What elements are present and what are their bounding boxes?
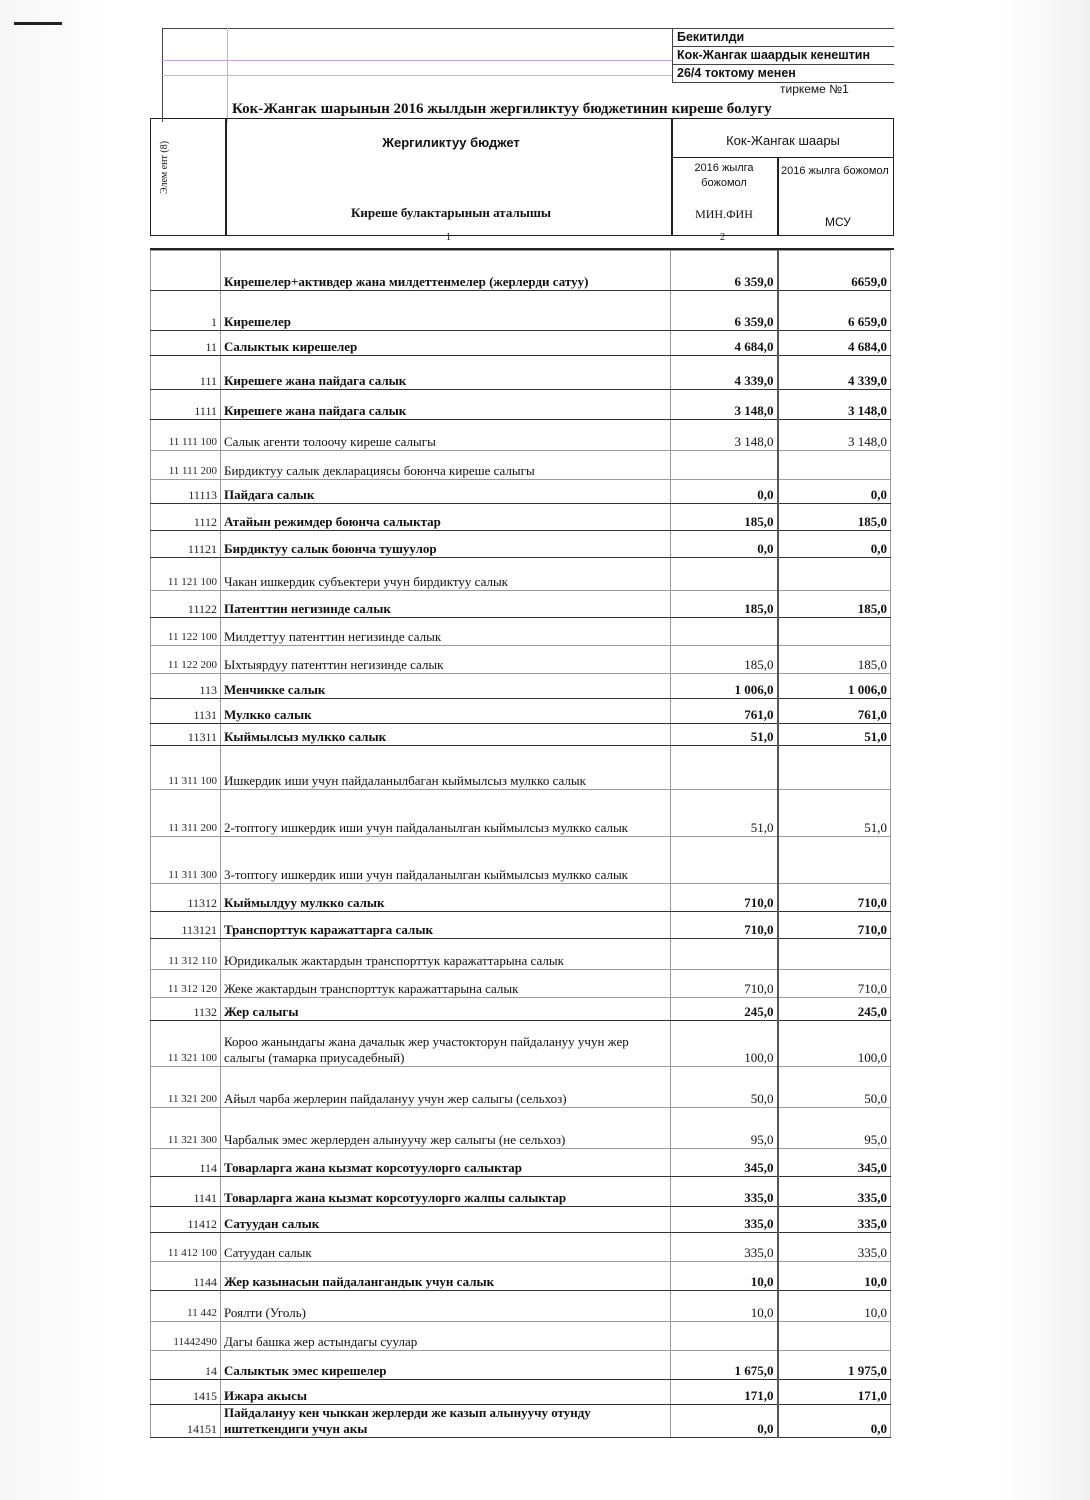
- table-row: [151, 531, 891, 558]
- table-row: [151, 558, 891, 591]
- row-name: Ижара акысы: [221, 1380, 671, 1405]
- table-row: [151, 912, 891, 939]
- row-value-msu: 100,0: [778, 1021, 891, 1067]
- row-code: 11412: [151, 1207, 221, 1233]
- row-value-msu: [778, 558, 891, 591]
- row-value-msu: 171,0: [778, 1380, 891, 1405]
- row-name: Юридикалык жактардын транспорттук каражаттарына салык: [221, 939, 671, 970]
- row-code: 1: [151, 291, 221, 331]
- row-value-msu: 4 339,0: [778, 356, 891, 390]
- row-name: Роялти (Уголь): [221, 1291, 671, 1322]
- column-number: 2: [720, 232, 725, 243]
- year-col2-header: 2016 жылга божомол: [781, 165, 889, 177]
- row-value-minfin: 100,0: [671, 1021, 778, 1067]
- row-value-msu: 710,0: [778, 912, 891, 939]
- element-column-label: Элем ент (8): [159, 140, 170, 194]
- row-code: 14151: [151, 1405, 221, 1438]
- row-value-minfin: 0,0: [671, 480, 778, 504]
- row-value-minfin: [671, 837, 778, 884]
- row-value-minfin: [671, 746, 778, 790]
- row-value-msu: 335,0: [778, 1233, 891, 1262]
- table-row: [151, 1021, 891, 1067]
- table-row: [151, 1177, 891, 1207]
- row-code: 11 311 100: [151, 746, 221, 790]
- table-row: [151, 1291, 891, 1322]
- row-value-minfin: 710,0: [671, 884, 778, 912]
- table-row: [151, 837, 891, 884]
- row-name: Товарларга жана кызмат корсотуулорго салыктар: [221, 1149, 671, 1177]
- row-code: 113: [151, 674, 221, 699]
- row-name: Ыхтыярдуу патенттин негизинде салык: [221, 646, 671, 674]
- row-value-minfin: 0,0: [671, 1405, 778, 1438]
- table-row: [151, 699, 891, 724]
- row-code: 11 122 100: [151, 618, 221, 646]
- row-code: 11 312 110: [151, 939, 221, 970]
- row-value-minfin: 245,0: [671, 998, 778, 1021]
- row-value-minfin: [671, 451, 778, 480]
- row-value-msu: 710,0: [778, 884, 891, 912]
- row-value-msu: 10,0: [778, 1291, 891, 1322]
- row-value-msu: [778, 746, 891, 790]
- table-header: [150, 118, 894, 236]
- table-row: [151, 356, 891, 390]
- row-value-minfin: 3 148,0: [671, 420, 778, 451]
- table-row: [151, 1405, 891, 1438]
- row-code: 11311: [151, 724, 221, 746]
- row-value-minfin: [671, 1322, 778, 1351]
- row-name: Сатуудан салык: [221, 1233, 671, 1262]
- table-row: [151, 504, 891, 531]
- table-row: [151, 746, 891, 790]
- row-value-minfin: 51,0: [671, 790, 778, 837]
- row-value-msu: 185,0: [778, 591, 891, 618]
- row-name: Кирешелер+активдер жана милдеттенмелер (жерлерди сатуу): [221, 251, 671, 291]
- row-name: Чакан ишкердик субъектери учун бирдиктуу салык: [221, 558, 671, 591]
- source1-header: МИН.ФИН: [695, 207, 753, 221]
- row-code: 1141: [151, 1177, 221, 1207]
- row-value-msu: 0,0: [778, 1405, 891, 1438]
- row-name: Патенттин негизинде салык: [221, 591, 671, 618]
- row-value-msu: [778, 618, 891, 646]
- row-code: 11 312 120: [151, 970, 221, 998]
- row-value-minfin: 6 359,0: [671, 291, 778, 331]
- year-col1-header: 2016 жылга божомол: [694, 162, 754, 189]
- row-value-msu: 345,0: [778, 1149, 891, 1177]
- row-value-msu: 185,0: [778, 504, 891, 531]
- row-code: 111: [151, 356, 221, 390]
- table-row: [151, 1067, 891, 1108]
- row-value-msu: 51,0: [778, 724, 891, 746]
- approval-block: [672, 29, 894, 83]
- table-row: [151, 1108, 891, 1149]
- row-value-msu: 0,0: [778, 480, 891, 504]
- row-code: 11121: [151, 531, 221, 558]
- row-code: 1144: [151, 1262, 221, 1291]
- row-value-msu: 185,0: [778, 646, 891, 674]
- frame-line: [162, 60, 672, 61]
- annex-label: тиркеме №1: [780, 82, 849, 96]
- region-header: Кок-Жангак шаары: [726, 133, 840, 148]
- table-row: [151, 1149, 891, 1177]
- row-code: 11 442: [151, 1291, 221, 1322]
- table-row: [151, 1207, 891, 1233]
- table-row: [151, 970, 891, 998]
- row-name: Бирдиктуу салык декларациясы боюнча киреше салыгы: [221, 451, 671, 480]
- column-number-row: [150, 232, 894, 250]
- row-value-minfin: 3 148,0: [671, 390, 778, 420]
- row-code: 14: [151, 1351, 221, 1380]
- row-name: Товарларга жана кызмат корсотуулорго жалпы салыктар: [221, 1177, 671, 1207]
- row-name: Кирешеге жана пайдага салык: [221, 356, 671, 390]
- row-value-msu: 3 148,0: [778, 420, 891, 451]
- row-value-msu: 6659,0: [778, 251, 891, 291]
- table-row: [151, 1262, 891, 1291]
- row-name: Кирешеге жана пайдага салык: [221, 390, 671, 420]
- table-row: [151, 998, 891, 1021]
- row-code: 11442490: [151, 1322, 221, 1351]
- row-name: Дагы башка жер астындагы суулар: [221, 1322, 671, 1351]
- row-value-minfin: 335,0: [671, 1177, 778, 1207]
- scan-mark: [14, 22, 62, 25]
- row-value-msu: [778, 939, 891, 970]
- row-name: Пайдага салык: [221, 480, 671, 504]
- row-value-msu: [778, 837, 891, 884]
- table-row: [151, 646, 891, 674]
- row-name: Кыймылдуу мулкко салык: [221, 884, 671, 912]
- row-code: 1415: [151, 1380, 221, 1405]
- row-code: 11 311 300: [151, 837, 221, 884]
- column-name: Жергиликтуу бюджет: [382, 135, 520, 150]
- row-name: Короо жанындагы жана дачалык жер участокторун пайдалануу учун жер салыгы (тамарка приусадебный): [221, 1021, 671, 1067]
- table-row: [151, 251, 891, 291]
- row-code: 11 111 100: [151, 420, 221, 451]
- row-value-minfin: 6 359,0: [671, 251, 778, 291]
- row-name: Айыл чарба жерлерин пайдалануу учун жер салыгы (сельхоз): [221, 1067, 671, 1108]
- row-value-minfin: 171,0: [671, 1380, 778, 1405]
- row-code: 11 311 200: [151, 790, 221, 837]
- row-value-minfin: 710,0: [671, 912, 778, 939]
- row-value-minfin: [671, 558, 778, 591]
- row-value-minfin: 185,0: [671, 646, 778, 674]
- row-value-minfin: [671, 618, 778, 646]
- row-code: 114: [151, 1149, 221, 1177]
- row-code: 11 321 200: [151, 1067, 221, 1108]
- table-row: [151, 591, 891, 618]
- row-code: 1131: [151, 699, 221, 724]
- row-value-msu: [778, 451, 891, 480]
- table-row: [151, 1380, 891, 1405]
- row-name-header: Киреше булактарынын аталышы: [350, 205, 552, 220]
- row-code: 11312: [151, 884, 221, 912]
- row-code: 11 111 200: [151, 451, 221, 480]
- row-name: Мулкко салык: [221, 699, 671, 724]
- approval-line: 26/4 токтому менен: [672, 65, 894, 83]
- row-value-msu: 50,0: [778, 1067, 891, 1108]
- row-name: Сатуудан салык: [221, 1207, 671, 1233]
- row-name: 3-топтогу ишкердик иши учун пайдаланылган кыймылсыз мулкко салык: [221, 837, 671, 884]
- row-value-minfin: 51,0: [671, 724, 778, 746]
- row-code: 1111: [151, 390, 221, 420]
- row-code: 11 412 100: [151, 1233, 221, 1262]
- row-name: Транспорттук каражаттарга салык: [221, 912, 671, 939]
- row-name: Салык агенти толоочу киреше салыгы: [221, 420, 671, 451]
- row-name: Салыктык кирешелер: [221, 331, 671, 356]
- row-code: 11113: [151, 480, 221, 504]
- row-name: Пайдалануу кен чыккан жерлерди же казып алынуучу отунду иштеткендиги учун акы: [221, 1405, 671, 1438]
- source2-header: МСУ: [825, 215, 851, 229]
- row-name: Салыктык эмес кирешелер: [221, 1351, 671, 1380]
- row-name: Жер казынасын пайдалангандык учун салык: [221, 1262, 671, 1291]
- row-name: Жер салыгы: [221, 998, 671, 1021]
- table-row: [151, 480, 891, 504]
- revenue-table: [150, 250, 891, 1438]
- row-value-minfin: 761,0: [671, 699, 778, 724]
- row-value-msu: 335,0: [778, 1207, 891, 1233]
- table-row: [151, 390, 891, 420]
- column-number: 1: [446, 232, 451, 243]
- row-name: Атайын режимдер боюнча салыктар: [221, 504, 671, 531]
- row-value-minfin: 1 006,0: [671, 674, 778, 699]
- row-value-minfin: 185,0: [671, 591, 778, 618]
- table-row: [151, 790, 891, 837]
- row-value-msu: 1 975,0: [778, 1351, 891, 1380]
- row-value-msu: 51,0: [778, 790, 891, 837]
- table-row: [151, 1322, 891, 1351]
- row-value-minfin: [671, 939, 778, 970]
- row-value-minfin: 4 339,0: [671, 356, 778, 390]
- table-row: [151, 291, 891, 331]
- row-name: 2-топтогу ишкердик иши учун пайдаланылган кыймылсыз мулкко салык: [221, 790, 671, 837]
- row-name: Ишкердик иши учун пайдаланылбаган кыймылсыз мулкко салык: [221, 746, 671, 790]
- row-value-msu: 245,0: [778, 998, 891, 1021]
- row-code: 11 321 300: [151, 1108, 221, 1149]
- row-value-msu: 335,0: [778, 1177, 891, 1207]
- row-value-msu: 0,0: [778, 531, 891, 558]
- row-name: Менчикке салык: [221, 674, 671, 699]
- approval-line: Кок-Жангак шаардык кенештин: [672, 47, 894, 65]
- row-name: Чарбалык эмес жерлерден алынуучу жер салыгы (не сельхоз): [221, 1108, 671, 1149]
- row-value-msu: [778, 1322, 891, 1351]
- row-value-minfin: 10,0: [671, 1291, 778, 1322]
- row-value-msu: 10,0: [778, 1262, 891, 1291]
- row-code: [151, 251, 221, 291]
- table-row: [151, 724, 891, 746]
- row-value-minfin: 4 684,0: [671, 331, 778, 356]
- row-value-minfin: 95,0: [671, 1108, 778, 1149]
- row-code: 11 122 200: [151, 646, 221, 674]
- table-row: [151, 674, 891, 699]
- row-code: 11: [151, 331, 221, 356]
- row-value-msu: 6 659,0: [778, 291, 891, 331]
- row-value-minfin: 335,0: [671, 1233, 778, 1262]
- row-name: Кирешелер: [221, 291, 671, 331]
- row-name: Кыймылсыз мулкко салык: [221, 724, 671, 746]
- row-value-minfin: 1 675,0: [671, 1351, 778, 1380]
- row-value-msu: 1 006,0: [778, 674, 891, 699]
- row-name: Бирдиктуу салык боюнча тушуулор: [221, 531, 671, 558]
- approval-line: Бекитилди: [672, 29, 894, 47]
- row-code: 11122: [151, 591, 221, 618]
- row-value-msu: 3 148,0: [778, 390, 891, 420]
- row-value-msu: 4 684,0: [778, 331, 891, 356]
- table-row: [151, 939, 891, 970]
- table-row: [151, 1351, 891, 1380]
- table-row: [151, 451, 891, 480]
- row-code: 1132: [151, 998, 221, 1021]
- table-row: [151, 420, 891, 451]
- row-value-msu: 761,0: [778, 699, 891, 724]
- row-value-minfin: 0,0: [671, 531, 778, 558]
- row-name: Жеке жактардын транспорттук каражаттарына салык: [221, 970, 671, 998]
- frame-line: [162, 75, 672, 76]
- table-row: [151, 331, 891, 356]
- row-value-minfin: 10,0: [671, 1262, 778, 1291]
- table-row: [151, 618, 891, 646]
- row-value-minfin: 185,0: [671, 504, 778, 531]
- document-title: Кок-Жангак шарынын 2016 жылдын жергиликтуу бюджетинин киреше болугу: [232, 101, 772, 117]
- row-value-minfin: 710,0: [671, 970, 778, 998]
- table-row: [151, 884, 891, 912]
- row-code: 11 321 100: [151, 1021, 221, 1067]
- row-code: 1112: [151, 504, 221, 531]
- row-value-msu: 710,0: [778, 970, 891, 998]
- row-code: 11 121 100: [151, 558, 221, 591]
- row-value-minfin: 335,0: [671, 1207, 778, 1233]
- row-value-msu: 95,0: [778, 1108, 891, 1149]
- row-name: Милдеттуу патенттин негизинде салык: [221, 618, 671, 646]
- row-value-minfin: 345,0: [671, 1149, 778, 1177]
- row-value-minfin: 50,0: [671, 1067, 778, 1108]
- row-code: 113121: [151, 912, 221, 939]
- table-row: [151, 1233, 891, 1262]
